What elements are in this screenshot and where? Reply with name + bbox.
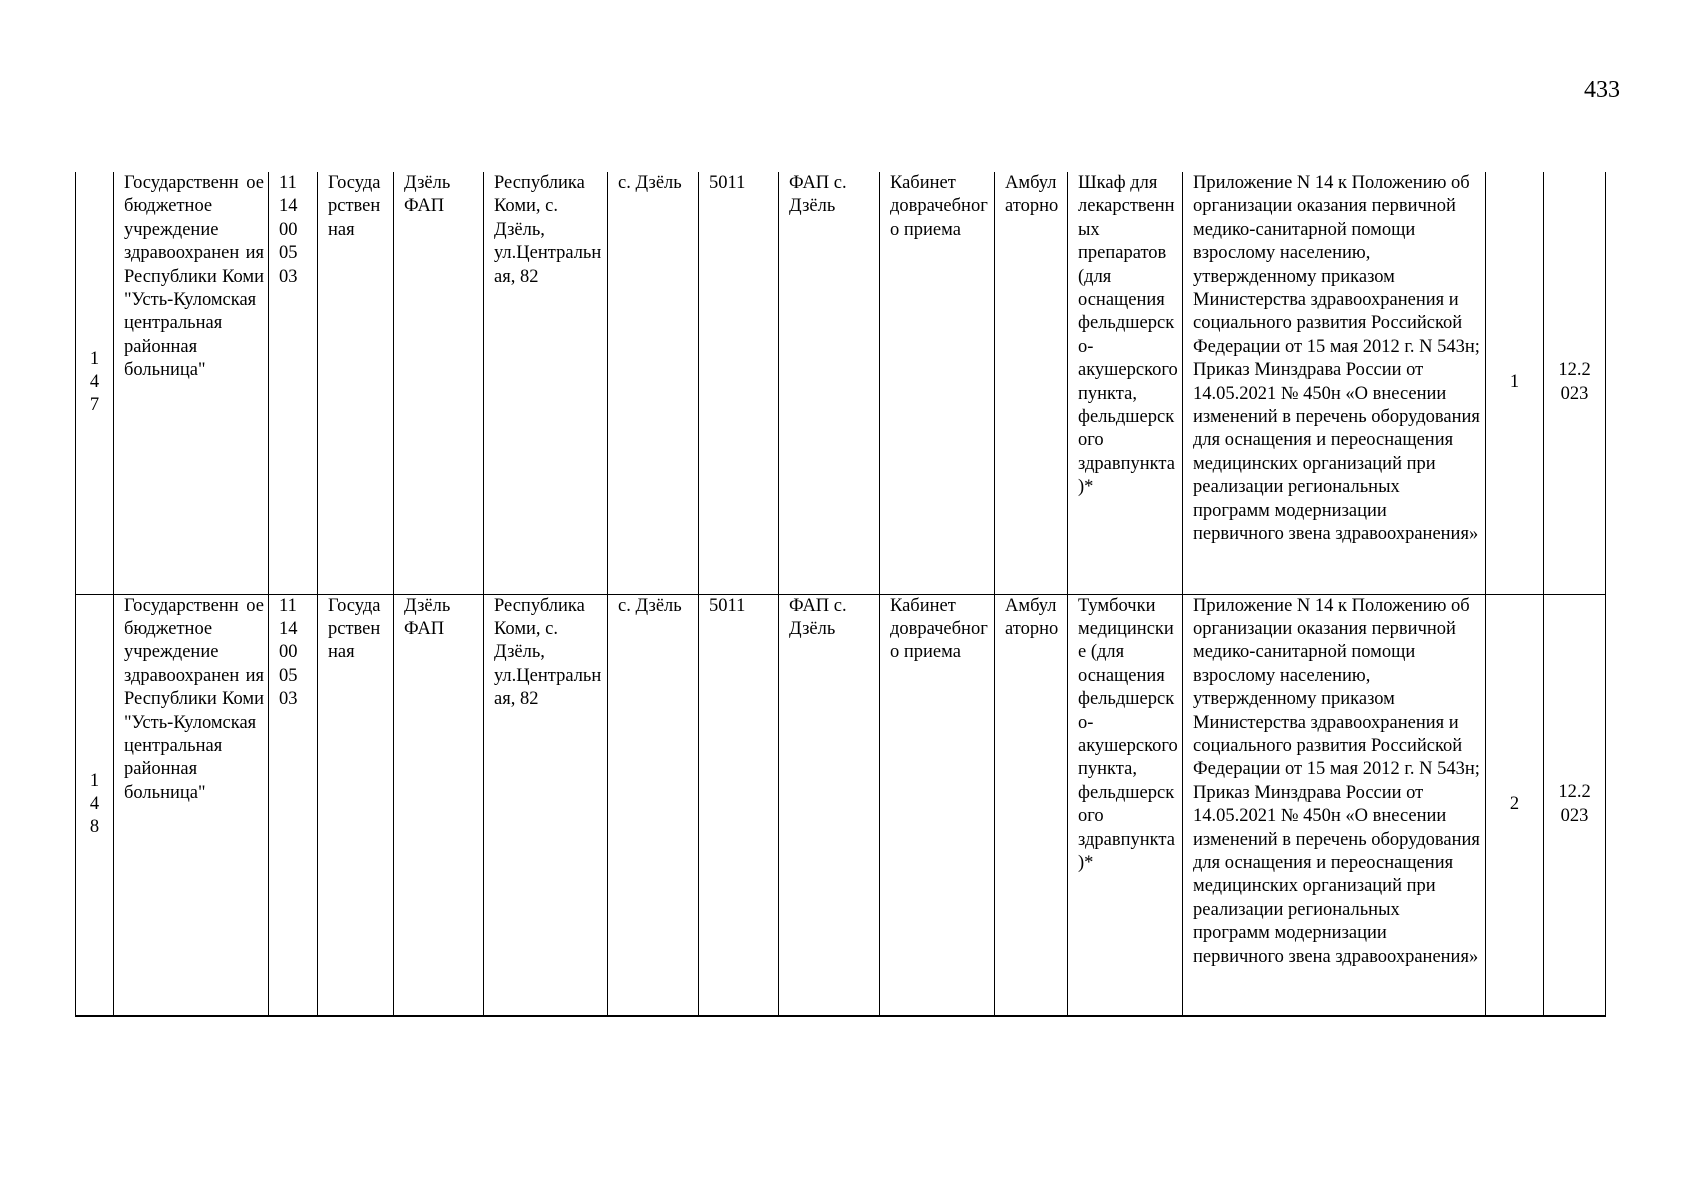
equipment-cell: Шкаф для лекарственных препаратов (для оснащения фельдшерско-акушерского пункта, фельдшерского здравпункта)*: [1068, 172, 1183, 594]
code2-cell: 5011: [699, 594, 779, 1016]
legal-basis-cell: Приложение N 14 к Положению об организации оказания первичной медико-санитарной помощи взрослому населению, утвержденному приказом Министерства здравоохранения и социального развития Российской Федерации от 15 мая 2012 г. N 543н; Приказ Минздрава России от 14.05.2021 № 450н «О внесении изменений в перечень оборудования для оснащения и переоснащения медицинских организаций при реализации региональных программ модернизации первичного звена здравоохранения»: [1183, 172, 1486, 594]
facility-cell: ФАП с. Дзёль: [779, 594, 880, 1016]
ownership-cell: Государственная: [318, 172, 394, 594]
care-type-cell: Амбулаторно: [995, 594, 1068, 1016]
code-cell: 11 14 00 05 03: [269, 594, 318, 1016]
quantity-cell: 2: [1486, 594, 1544, 1016]
date-cell: 12.2 023: [1544, 172, 1606, 594]
date-cell: 12.2 023: [1544, 594, 1606, 1016]
care-type-cell: Амбулаторно: [995, 172, 1068, 594]
room-cell: Кабинет доврачебного приема: [880, 594, 995, 1016]
ownership-cell: Государственная: [318, 594, 394, 1016]
row-number: 1 4 7: [76, 172, 114, 594]
code2-cell: 5011: [699, 172, 779, 594]
page-number: 433: [1584, 77, 1620, 103]
facility-cell: ФАП с. Дзёль: [779, 172, 880, 594]
address-cell: Республика Коми, с. Дзёль, ул.Центральная, 82: [484, 172, 608, 594]
room-cell: Кабинет доврачебного приема: [880, 172, 995, 594]
code-cell: 11 14 00 05 03: [269, 172, 318, 594]
table-row: [76, 594, 1606, 1016]
row-number: 1 4 8: [76, 594, 114, 1016]
legal-basis-cell: Приложение N 14 к Положению об организации оказания первичной медико-санитарной помощи взрослому населению, утвержденному приказом Министерства здравоохранения и социального развития Российской Федерации от 15 мая 2012 г. N 543н; Приказ Минздрава России от 14.05.2021 № 450н «О внесении изменений в перечень оборудования для оснащения и переоснащения медицинских организаций при реализации региональных программ модернизации первичного звена здравоохранения»: [1183, 594, 1486, 1016]
locality-cell: с. Дзёль: [608, 594, 699, 1016]
equipment-register-table: [75, 172, 1606, 1017]
organization-cell: Государственн ое бюджетное учреждение здравоохранен ия Республики Коми "Усть-Куломская центральная районная больница": [114, 172, 269, 594]
address-cell: Республика Коми, с. Дзёль, ул.Центральная, 82: [484, 594, 608, 1016]
locality-cell: с. Дзёль: [608, 172, 699, 594]
unit-name-cell: Дзёль ФАП: [394, 172, 484, 594]
equipment-cell: Тумбочки медицинские (для оснащения фельдшерско-акушерского пункта, фельдшерского здравпункта)*: [1068, 594, 1183, 1016]
unit-name-cell: Дзёль ФАП: [394, 594, 484, 1016]
quantity-cell: 1: [1486, 172, 1544, 594]
table-row: [76, 172, 1606, 594]
organization-cell: Государственн ое бюджетное учреждение здравоохранен ия Республики Коми "Усть-Куломская центральная районная больница": [114, 594, 269, 1016]
